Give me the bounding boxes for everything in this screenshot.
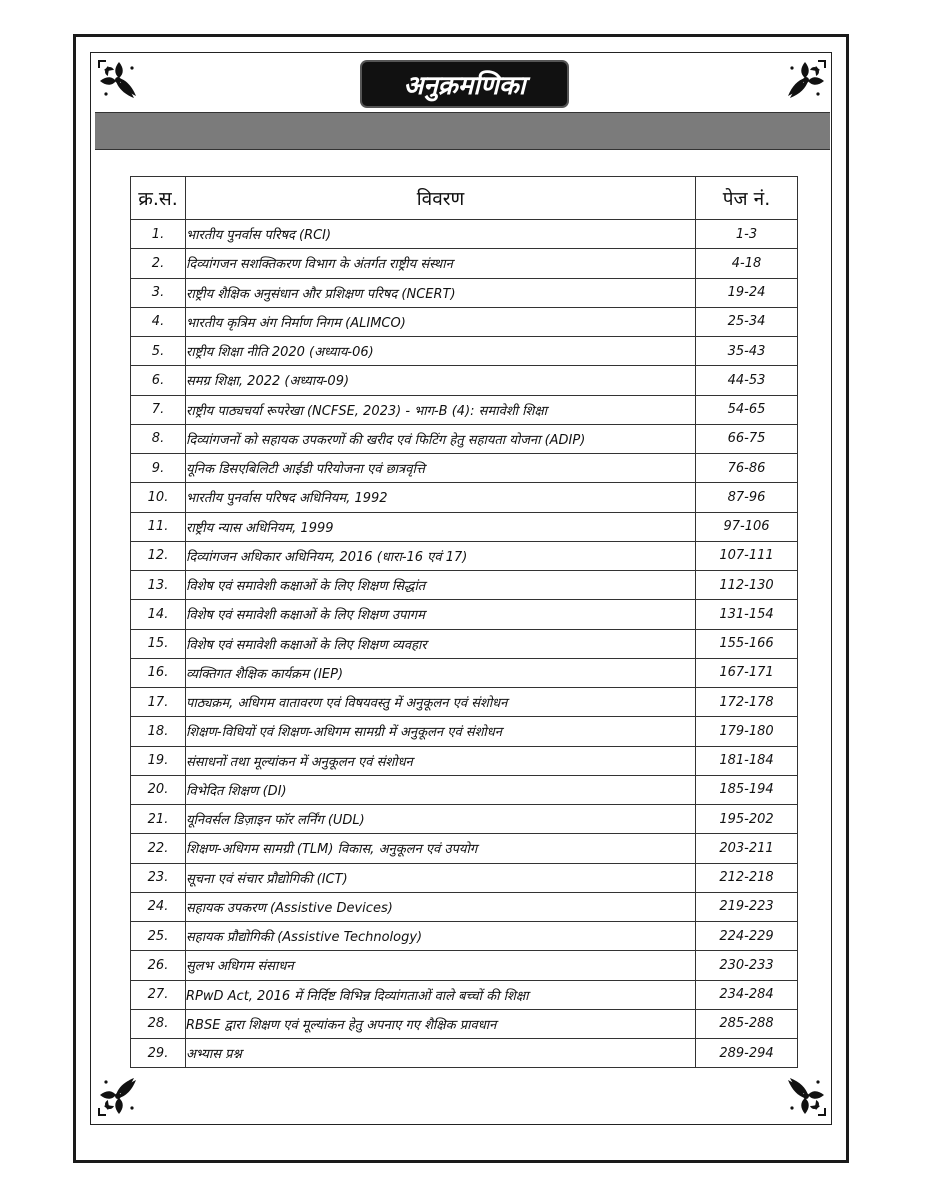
- row-serial-number: 18.: [131, 717, 186, 746]
- row-serial-number: 11.: [131, 512, 186, 541]
- row-serial-number: 20.: [131, 775, 186, 804]
- row-page-range: 224-229: [696, 922, 798, 951]
- row-description: भारतीय पुनर्वास परिषद अधिनियम, 1992: [186, 483, 696, 512]
- row-page-range: 35-43: [696, 337, 798, 366]
- table-row: [131, 629, 798, 658]
- row-description: सहायक उपकरण (Assistive Devices): [186, 892, 696, 921]
- page-title: अनुक्रमणिका: [362, 62, 567, 106]
- row-description: शिक्षण-अधिगम सामग्री (TLM) विकास, अनुकूलन एवं उपयोग: [186, 834, 696, 863]
- row-page-range: 212-218: [696, 863, 798, 892]
- row-description: विशेष एवं समावेशी कक्षाओं के लिए शिक्षण सिद्धांत: [186, 571, 696, 600]
- row-page-range: 285-288: [696, 1009, 798, 1038]
- row-description: राष्ट्रीय न्यास अधिनियम, 1999: [186, 512, 696, 541]
- table-body: [131, 220, 798, 1068]
- table-row: [131, 220, 798, 249]
- corner-ornament-icon: [96, 1072, 142, 1118]
- row-page-range: 181-184: [696, 746, 798, 775]
- row-page-range: 289-294: [696, 1039, 798, 1068]
- corner-ornament-icon: [782, 58, 828, 104]
- row-serial-number: 4.: [131, 307, 186, 336]
- row-description: RPwD Act, 2016 में निर्दिष्ट विभिन्न दिव्यांगताओं वाले बच्चों की शिक्षा: [186, 980, 696, 1009]
- row-serial-number: 12.: [131, 541, 186, 570]
- table-row: [131, 541, 798, 570]
- row-page-range: 195-202: [696, 805, 798, 834]
- row-serial-number: 24.: [131, 892, 186, 921]
- row-serial-number: 1.: [131, 220, 186, 249]
- row-page-range: 219-223: [696, 892, 798, 921]
- table-row: [131, 658, 798, 687]
- row-serial-number: 16.: [131, 658, 186, 687]
- header-page-number: पेज नं.: [696, 177, 798, 220]
- row-page-range: 19-24: [696, 278, 798, 307]
- row-page-range: 44-53: [696, 366, 798, 395]
- row-serial-number: 2.: [131, 249, 186, 278]
- row-serial-number: 9.: [131, 454, 186, 483]
- table-row: [131, 395, 798, 424]
- row-serial-number: 21.: [131, 805, 186, 834]
- row-serial-number: 15.: [131, 629, 186, 658]
- table-row: [131, 424, 798, 453]
- row-description: भारतीय कृत्रिम अंग निर्माण निगम (ALIMCO): [186, 307, 696, 336]
- row-serial-number: 25.: [131, 922, 186, 951]
- row-description: संसाधनों तथा मूल्यांकन में अनुकूलन एवं संशोधन: [186, 746, 696, 775]
- row-description: राष्ट्रीय पाठ्यचर्या रूपरेखा (NCFSE, 2023) - भाग-B (4): समावेशी शिक्षा: [186, 395, 696, 424]
- header-serial-number: क्र.स.: [131, 177, 186, 220]
- table-row: [131, 1039, 798, 1068]
- row-description: दिव्यांगजन अधिकार अधिनियम, 2016 (धारा-16 एवं 17): [186, 541, 696, 570]
- row-page-range: 172-178: [696, 688, 798, 717]
- row-page-range: 66-75: [696, 424, 798, 453]
- row-description: शिक्षण-विधियों एवं शिक्षण-अधिगम सामग्री में अनुकूलन एवं संशोधन: [186, 717, 696, 746]
- header-band: [95, 112, 830, 150]
- row-description: RBSE द्वारा शिक्षण एवं मूल्यांकन हेतु अपनाए गए शैक्षिक प्रावधान: [186, 1009, 696, 1038]
- table-row: [131, 892, 798, 921]
- row-page-range: 179-180: [696, 717, 798, 746]
- table-row: [131, 746, 798, 775]
- row-page-range: 4-18: [696, 249, 798, 278]
- row-description: दिव्यांगजनों को सहायक उपकरणों की खरीद एवं फिटिंग हेतु सहायता योजना (ADIP): [186, 424, 696, 453]
- row-page-range: 1-3: [696, 220, 798, 249]
- row-page-range: 76-86: [696, 454, 798, 483]
- table-row: [131, 571, 798, 600]
- table-row: [131, 307, 798, 336]
- row-description: सूचना एवं संचार प्रौद्योगिकी (ICT): [186, 863, 696, 892]
- row-page-range: 131-154: [696, 600, 798, 629]
- table-row: [131, 775, 798, 804]
- table-row: [131, 834, 798, 863]
- row-serial-number: 23.: [131, 863, 186, 892]
- row-page-range: 54-65: [696, 395, 798, 424]
- row-serial-number: 17.: [131, 688, 186, 717]
- row-serial-number: 14.: [131, 600, 186, 629]
- row-page-range: 203-211: [696, 834, 798, 863]
- corner-ornament-icon: [96, 58, 142, 104]
- row-page-range: 25-34: [696, 307, 798, 336]
- row-page-range: 185-194: [696, 775, 798, 804]
- row-serial-number: 13.: [131, 571, 186, 600]
- row-serial-number: 7.: [131, 395, 186, 424]
- row-page-range: 107-111: [696, 541, 798, 570]
- contents-table: [130, 176, 798, 1068]
- row-serial-number: 27.: [131, 980, 186, 1009]
- table-row: [131, 951, 798, 980]
- row-description: राष्ट्रीय शिक्षा नीति 2020 (अध्याय-06): [186, 337, 696, 366]
- row-page-range: 87-96: [696, 483, 798, 512]
- table-row: [131, 1009, 798, 1038]
- row-serial-number: 10.: [131, 483, 186, 512]
- row-description: विभेदित शिक्षण (DI): [186, 775, 696, 804]
- row-page-range: 234-284: [696, 980, 798, 1009]
- row-description: सुलभ अधिगम संसाधन: [186, 951, 696, 980]
- table-row: [131, 278, 798, 307]
- row-description: समग्र शिक्षा, 2022 (अध्याय-09): [186, 366, 696, 395]
- row-serial-number: 28.: [131, 1009, 186, 1038]
- row-description: पाठ्यक्रम, अधिगम वातावरण एवं विषयवस्तु में अनुकूलन एवं संशोधन: [186, 688, 696, 717]
- row-description: राष्ट्रीय शैक्षिक अनुसंधान और प्रशिक्षण परिषद (NCERT): [186, 278, 696, 307]
- table-row: [131, 483, 798, 512]
- table-row: [131, 366, 798, 395]
- row-serial-number: 22.: [131, 834, 186, 863]
- row-page-range: 112-130: [696, 571, 798, 600]
- row-description: यूनिवर्सल डिज़ाइन फॉर लर्निंग (UDL): [186, 805, 696, 834]
- table-row: [131, 512, 798, 541]
- row-serial-number: 3.: [131, 278, 186, 307]
- row-description: भारतीय पुनर्वास परिषद (RCI): [186, 220, 696, 249]
- row-serial-number: 8.: [131, 424, 186, 453]
- row-page-range: 167-171: [696, 658, 798, 687]
- table-header-row: [131, 177, 798, 220]
- row-description: सहायक प्रौद्योगिकी (Assistive Technology): [186, 922, 696, 951]
- row-description: अभ्यास प्रश्न: [186, 1039, 696, 1068]
- table-row: [131, 249, 798, 278]
- row-page-range: 97-106: [696, 512, 798, 541]
- row-description: व्यक्तिगत शैक्षिक कार्यक्रम (IEP): [186, 658, 696, 687]
- row-description: दिव्यांगजन सशक्तिकरण विभाग के अंतर्गत राष्ट्रीय संस्थान: [186, 249, 696, 278]
- row-page-range: 230-233: [696, 951, 798, 980]
- header-description: विवरण: [186, 177, 696, 220]
- corner-ornament-icon: [782, 1072, 828, 1118]
- row-serial-number: 26.: [131, 951, 186, 980]
- table-row: [131, 922, 798, 951]
- row-description: यूनिक डिसएबिलिटी आईडी परियोजना एवं छात्रवृत्ति: [186, 454, 696, 483]
- row-serial-number: 29.: [131, 1039, 186, 1068]
- table-row: [131, 805, 798, 834]
- table-row: [131, 454, 798, 483]
- table-row: [131, 863, 798, 892]
- table-row: [131, 717, 798, 746]
- row-serial-number: 6.: [131, 366, 186, 395]
- row-serial-number: 19.: [131, 746, 186, 775]
- table-row: [131, 688, 798, 717]
- table-row: [131, 980, 798, 1009]
- table-row: [131, 337, 798, 366]
- row-description: विशेष एवं समावेशी कक्षाओं के लिए शिक्षण उपागम: [186, 600, 696, 629]
- row-description: विशेष एवं समावेशी कक्षाओं के लिए शिक्षण व्यवहार: [186, 629, 696, 658]
- table-row: [131, 600, 798, 629]
- row-page-range: 155-166: [696, 629, 798, 658]
- row-serial-number: 5.: [131, 337, 186, 366]
